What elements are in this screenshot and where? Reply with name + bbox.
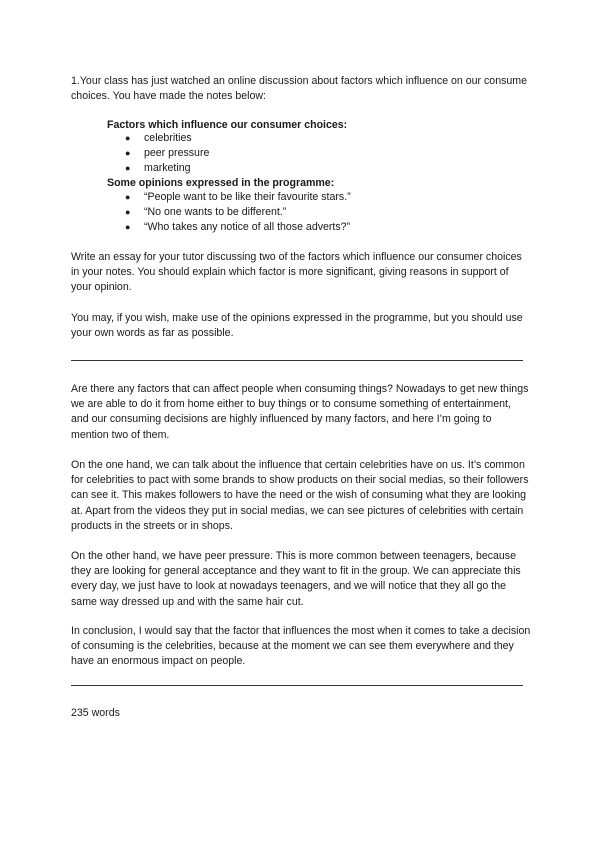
essay-paragraph-2: On the one hand, we can talk about the influence that certain celebrities have on us. It’s common for celebrities to pact with some brands to show products on their social medias, so their followers can see it. This makes followers to have the need or the wish of consuming what they are looking at. Apart from the videos they put in social medias, we can see pictures of celebrities with certain products in the streets or in shops. <box>71 459 529 532</box>
list-item: ● “No one wants to be different.” <box>107 205 351 220</box>
bullet-icon: ● <box>125 163 131 174</box>
list-item: ● celebrities <box>107 131 209 146</box>
opinions-list <box>107 190 351 236</box>
bullet-icon: ● <box>125 148 131 159</box>
list-item: ● marketing <box>107 161 209 176</box>
essay-paragraph-3: On the other hand, we have peer pressure. This is more common between teenagers, because they are looking for general acceptance and they want to fit in the group. We can appreciate this every day, we just have to look at nowadays teenagers, and we will notice that they all go the same way dressed up and with the same hair cut. <box>71 550 521 608</box>
bullet-icon: ● <box>125 192 131 202</box>
factors-list <box>107 131 209 177</box>
task-instruction-1: Write an essay for your tutor discussing two of the factors which influence our consumer choices in your notes. You should explain which factor is more significant, giving reasons in support of your opinion. <box>71 251 522 294</box>
list-item: ● peer pressure <box>107 146 209 161</box>
list-item: ● “Who takes any notice of all those adverts?” <box>107 220 351 235</box>
task-intro: 1.Your class has just watched an online discussion about factors which influence on our consume choices. You have made the notes below: <box>71 75 527 103</box>
bullet-icon: ● <box>125 207 131 218</box>
divider-line <box>71 685 523 686</box>
essay-paragraph-4: In conclusion, I would say that the factor that influences the most when it comes to take a decision of consuming is the celebrities, because at the moment we can see them everywhere and they have an enormous impact on people. <box>71 625 531 668</box>
bullet-icon: ● <box>125 222 131 233</box>
divider-line <box>71 360 523 361</box>
task-instruction-2: You may, if you wish, make use of the opinions expressed in the programme, but you should use your own words as far as possible. <box>71 312 523 340</box>
essay-paragraph-1: Are there any factors that can affect people when consuming things? Nowadays to get new things we are able to do it from home either to buy things or to consume something of entertainment, and our consuming decisions are highly influenced by many factors, and here I’m going to mention two of them. <box>71 383 529 441</box>
factors-heading: Factors which influence our consumer choices: <box>107 119 348 131</box>
bullet-icon: ● <box>125 133 131 143</box>
word-count: 235 words <box>71 707 120 719</box>
opinions-heading: Some opinions expressed in the programme: <box>107 177 335 189</box>
list-item: ● “People want to be like their favourite stars.” <box>107 190 351 205</box>
